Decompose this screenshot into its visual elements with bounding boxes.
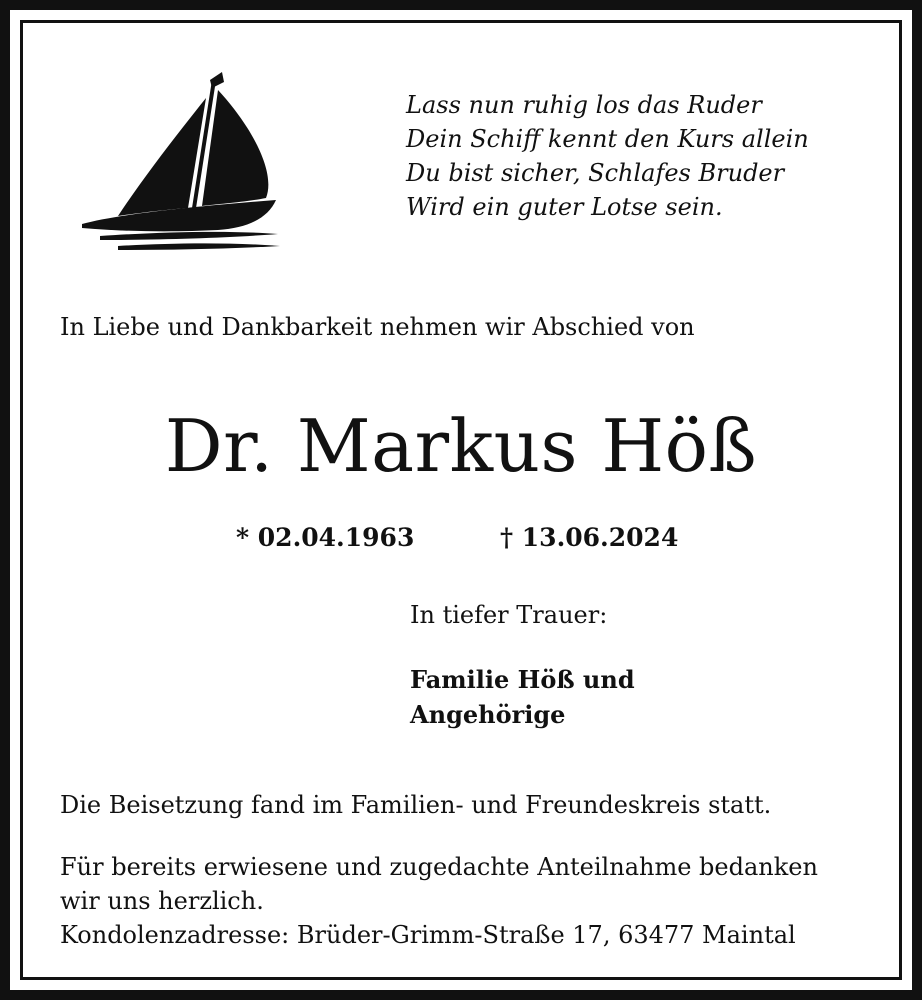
poem-line: Dein Schiff kennt den Kurs allein: [406, 125, 809, 153]
death-date: † 13.06.2024: [500, 523, 679, 552]
poem-line: Lass nun ruhig los das Ruder: [406, 91, 762, 119]
deceased-name: Dr. Markus Höß: [164, 404, 758, 488]
mourning-label: In tiefer Trauer:: [410, 601, 608, 629]
poem-line: Du bist sicher, Schlafes Bruder: [406, 159, 785, 187]
family-line: Angehörige: [410, 700, 566, 729]
poem: [406, 88, 809, 224]
sailboat-icon: [78, 68, 284, 254]
thanks-block: [60, 850, 818, 952]
family-line: Familie Höß und: [410, 665, 635, 694]
thanks-line: Für bereits erwiesene und zugedachte Anteilnahme bedanken: [60, 853, 818, 881]
condolence-address: Kondolenzadresse: Brüder-Grimm-Straße 17, 63477 Maintal: [60, 921, 796, 949]
poem-line: Wird ein guter Lotse sein.: [406, 193, 723, 221]
family-signature: [410, 662, 635, 732]
birth-date: * 02.04.1963: [236, 523, 415, 552]
intro-text: In Liebe und Dankbarkeit nehmen wir Abschied von: [60, 313, 695, 341]
thanks-line: wir uns herzlich.: [60, 887, 264, 915]
funeral-note: Die Beisetzung fand im Familien- und Freundeskreis statt.: [60, 791, 772, 819]
